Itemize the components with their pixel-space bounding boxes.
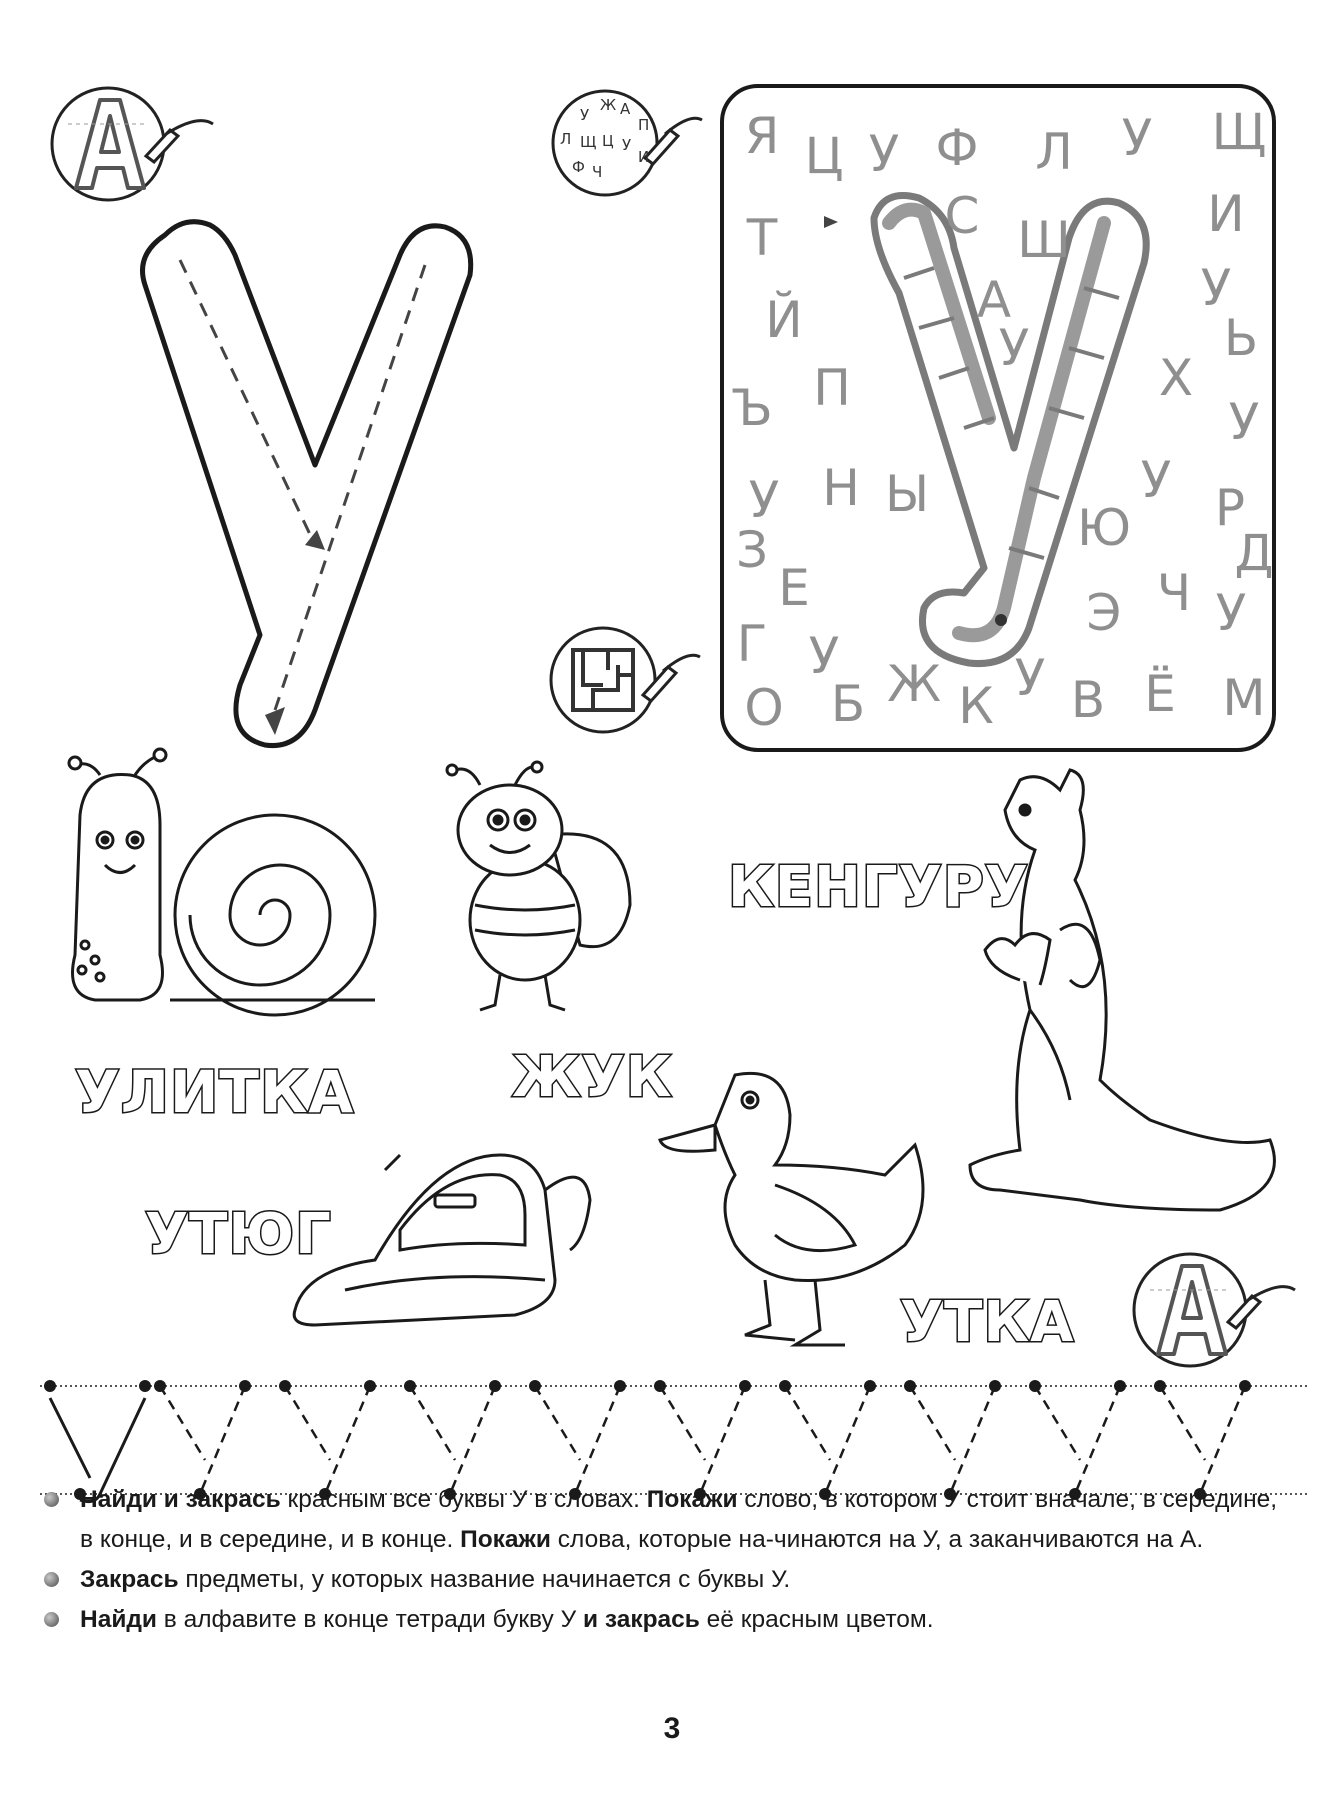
grid-letter[interactable]: Р (1214, 479, 1246, 537)
grid-letter[interactable]: У (1121, 109, 1153, 167)
tracing-hint-icon (1130, 1250, 1300, 1370)
grid-letter[interactable]: У (868, 125, 900, 183)
grid-letter[interactable]: Ц (804, 127, 844, 185)
maze-letter-path[interactable] (724, 88, 1280, 756)
grid-letter[interactable]: П (813, 359, 851, 417)
start-dot (1239, 1380, 1251, 1392)
letter-maze-panel[interactable] (720, 84, 1276, 752)
start-dot (739, 1380, 751, 1392)
page-number: 3 (663, 1712, 681, 1745)
practice-letter[interactable] (285, 1386, 370, 1494)
grid-letter[interactable]: Щ (1211, 103, 1267, 161)
start-dot (779, 1380, 791, 1392)
practice-letter[interactable] (660, 1386, 745, 1494)
start-dot (489, 1380, 501, 1392)
grid-letter[interactable]: И (1207, 185, 1245, 243)
grid-letter[interactable]: Б (830, 675, 866, 733)
grid-letter[interactable]: Ъ (731, 379, 773, 437)
bullet-icon (44, 1572, 59, 1587)
bullet-icon (44, 1612, 59, 1627)
grid-letter[interactable]: Ф (935, 119, 979, 177)
practice-letter[interactable] (160, 1386, 245, 1494)
grid-letter[interactable]: Ь (1223, 309, 1259, 367)
instruction-2: Закрась предметы, у которых название начинается с буквы У. (44, 1560, 1294, 1600)
grid-letter[interactable]: У (748, 471, 780, 529)
start-dot (404, 1380, 416, 1392)
practice-letter[interactable] (535, 1386, 620, 1494)
word-zhuk[interactable]: ЖУК (512, 1045, 673, 1110)
grid-letter[interactable]: Ё (1144, 665, 1176, 723)
practice-letter[interactable] (410, 1386, 495, 1494)
word-utyug[interactable]: УТЮГ (145, 1202, 332, 1267)
labyrinth-icon (548, 625, 703, 740)
start-dot (154, 1380, 166, 1392)
grid-letter[interactable]: У (1140, 451, 1172, 509)
start-dot (1029, 1380, 1041, 1392)
grid-letter[interactable]: Ы (884, 465, 930, 523)
start-dot (989, 1380, 1001, 1392)
grid-letter[interactable]: Д (1234, 524, 1274, 582)
grid-letter[interactable]: У (1014, 649, 1046, 707)
grid-letter[interactable]: Э (1086, 584, 1122, 642)
grid-letter[interactable]: К (958, 677, 994, 735)
instruction-1: Найди и закрась красным все буквы У в словах. Покажи слово, в котором У стоит вначале, в середине, в конце, и в середине, и в конце. Покажи слова, которые на-чинаются на У, а заканчиваются на А. (44, 1480, 1294, 1560)
grid-letter[interactable]: О (744, 679, 784, 737)
grid-letter[interactable]: Х (1158, 349, 1194, 407)
grid-letter[interactable]: Е (778, 559, 810, 617)
start-dot (1154, 1380, 1166, 1392)
start-dot (239, 1380, 251, 1392)
start-dot (279, 1380, 291, 1392)
grid-letter[interactable]: У (1228, 393, 1260, 451)
start-dot (139, 1380, 151, 1392)
start-dot (529, 1380, 541, 1392)
grid-letter[interactable]: Л (1035, 123, 1073, 181)
start-dot (614, 1380, 626, 1392)
grid-letter[interactable]: С (944, 187, 980, 245)
grid-letter[interactable]: Ж (887, 655, 941, 713)
find-letter-icon: У Ж А П Л Щ Ц У Ф Ч И (550, 88, 705, 203)
grid-letter[interactable]: Ш (1017, 211, 1071, 269)
tracing-hint-icon (48, 84, 218, 204)
grid-letter[interactable]: Н (822, 459, 860, 517)
instruction-3: Найди в алфавите в конце тетради букву У и закрась её красным цветом. (44, 1600, 1294, 1640)
start-dot (44, 1380, 56, 1392)
start-dot (1114, 1380, 1126, 1392)
grid-letter[interactable]: Г (736, 615, 768, 673)
grid-letter[interactable]: З (735, 521, 769, 579)
kangaroo-illustration[interactable] (950, 770, 1290, 1240)
grid-letter[interactable]: У (1200, 259, 1232, 317)
snail-illustration[interactable] (60, 755, 380, 1035)
word-kenguru[interactable]: КЕНГУРУ (728, 855, 1029, 920)
grid-letter[interactable]: У (808, 627, 840, 685)
start-dot (904, 1380, 916, 1392)
beetle-illustration[interactable] (440, 765, 640, 1015)
word-ulitka[interactable]: УЛИТКА (75, 1058, 355, 1126)
start-dot (364, 1380, 376, 1392)
start-dot (654, 1380, 666, 1392)
practice-letter[interactable] (1035, 1386, 1120, 1494)
grid-letter[interactable]: Й (765, 291, 803, 349)
iron-illustration[interactable] (285, 1130, 605, 1340)
grid-letter[interactable]: У (998, 319, 1030, 377)
grid-letter[interactable]: М (1222, 669, 1266, 727)
grid-letter[interactable]: В (1070, 671, 1106, 729)
instructions (44, 1480, 1294, 1640)
grid-letter[interactable]: У (1215, 584, 1247, 642)
grid-letter[interactable]: Ю (1077, 499, 1131, 557)
grid-letter[interactable]: Ч (1156, 564, 1192, 622)
grid-letter[interactable]: Т (746, 209, 778, 267)
bullet-icon (44, 1492, 59, 1507)
practice-letter[interactable] (785, 1386, 870, 1494)
start-dot (864, 1380, 876, 1392)
big-letter-trace[interactable] (125, 215, 545, 760)
practice-letter[interactable] (1160, 1386, 1245, 1494)
word-utka[interactable]: УТКА (900, 1290, 1075, 1355)
grid-letter[interactable]: А (976, 271, 1012, 329)
practice-letter[interactable] (910, 1386, 995, 1494)
grid-letter[interactable]: Я (744, 107, 780, 165)
